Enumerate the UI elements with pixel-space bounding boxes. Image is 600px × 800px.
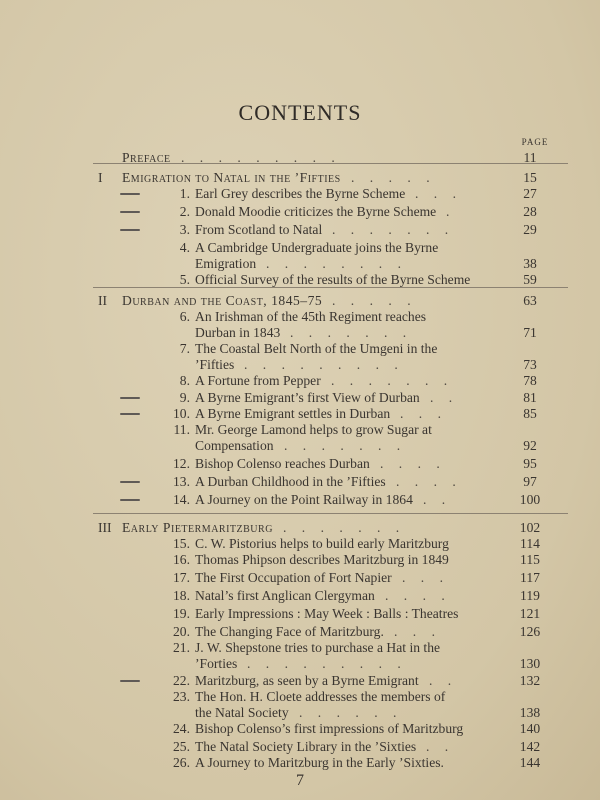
toc-entry <box>0 222 600 238</box>
entry-number: 15. <box>173 536 190 551</box>
toc-entry <box>0 438 600 454</box>
dot-leader: . . <box>429 673 458 688</box>
toc-entry <box>0 689 600 705</box>
page-reference: 138 <box>519 705 541 720</box>
page-reference: 28 <box>523 204 537 219</box>
dot-leader: . . . . . . . <box>331 373 454 388</box>
dot-leader: . . . . <box>380 456 446 471</box>
page-reference: 126 <box>519 624 541 639</box>
part-numeral: I <box>98 170 103 185</box>
page-reference: 81 <box>523 390 537 405</box>
section-rule <box>93 513 568 514</box>
entry-title: ’Fifties <box>195 357 235 372</box>
page-title: CONTENTS <box>238 100 362 125</box>
entry-title: The Changing Face of Maritzburg. <box>195 624 384 639</box>
toc-entry <box>0 325 600 341</box>
dot-leader: . . . . . . . . . <box>247 656 407 671</box>
entry-number: 21. <box>173 640 190 655</box>
page-number: 7 <box>296 772 304 789</box>
toc-entry <box>0 606 600 622</box>
dot-leader: . . . . . . . <box>290 325 413 340</box>
page-reference: 92 <box>523 438 537 453</box>
page-reference: 121 <box>519 606 541 621</box>
pencil-mark <box>120 229 140 231</box>
toc-entry <box>0 390 600 406</box>
entry-title: The First Occupation of Fort Napier <box>195 570 392 585</box>
section-title: Early Pietermaritzburg <box>122 520 273 535</box>
toc-entry <box>0 474 600 490</box>
page-reference: 140 <box>519 721 541 736</box>
entry-title: Bishop Colenso’s first impressions of Maritzburg <box>195 721 464 736</box>
entry-title: Thomas Phipson describes Maritzburg in 1849 <box>195 552 449 567</box>
toc-entry <box>0 204 600 220</box>
entry-number: 19. <box>173 606 190 621</box>
dot-leader: . . . <box>394 624 441 639</box>
toc-entry <box>0 520 600 536</box>
toc-entry <box>0 624 600 640</box>
entry-title: The Natal Society Library in the ’Sixties <box>195 739 417 754</box>
entry-number: 23. <box>173 689 190 704</box>
toc-entry <box>0 341 600 357</box>
toc-entry <box>0 422 600 438</box>
pencil-mark <box>120 499 140 501</box>
toc-entry <box>0 536 600 552</box>
entry-title: From Scotland to Natal <box>195 222 323 237</box>
entry-number: 5. <box>179 272 190 287</box>
entry-title: Natal’s first Anglican Clergyman <box>195 588 375 603</box>
page-reference: 100 <box>519 492 541 507</box>
page-reference: 114 <box>520 536 540 551</box>
dot-leader: . . . <box>415 186 462 201</box>
page-reference: 97 <box>523 474 537 489</box>
page-reference: 15 <box>523 170 537 185</box>
page-reference: 27 <box>523 186 537 201</box>
page-reference: 59 <box>523 272 537 287</box>
dot-leader: . . . . . <box>332 293 417 308</box>
dot-leader: . . . . <box>396 474 462 489</box>
dot-leader: . . . . . . . <box>283 520 406 535</box>
dot-leader: . . . . . . . <box>332 222 455 237</box>
dot-leader: . . . . . . . . . <box>244 357 404 372</box>
page-reference: 63 <box>523 293 537 308</box>
dot-leader: . . . . <box>385 588 451 603</box>
entry-number: 10. <box>173 406 190 421</box>
page-column-heading: PAGE <box>521 137 549 147</box>
page-reference: 102 <box>519 520 541 535</box>
toc-entry <box>0 673 600 689</box>
entry-title: Durban in 1843 <box>195 325 281 340</box>
entry-title: An Irishman of the 45th Regiment reaches <box>195 309 427 324</box>
page-reference: 38 <box>523 256 537 271</box>
page-reference: 115 <box>520 552 540 567</box>
toc-entry <box>0 186 600 202</box>
dot-leader: . . . . . <box>351 170 436 185</box>
entry-number: 6. <box>179 309 190 324</box>
entry-title: A Journey on the Point Railway in 1864 <box>195 492 413 507</box>
dot-leader: . . <box>423 492 452 507</box>
entry-number: 9. <box>179 390 190 405</box>
entry-title: J. W. Shepstone tries to purchase a Hat in the <box>195 640 441 655</box>
pencil-mark <box>120 211 140 213</box>
toc-entry <box>0 552 600 568</box>
entry-number: 7. <box>179 341 190 356</box>
toc-entry <box>0 570 600 586</box>
entry-title: Bishop Colenso reaches Durban <box>195 456 370 471</box>
toc-entry <box>0 492 600 508</box>
entry-title: Earl Grey describes the Byrne Scheme <box>195 186 406 201</box>
entry-number: 22. <box>173 673 190 688</box>
dot-leader: . . <box>426 739 455 754</box>
page-reference: 29 <box>523 222 537 237</box>
pencil-mark <box>120 680 140 682</box>
entry-number: 24. <box>173 721 190 736</box>
dot-leader: . . <box>430 390 459 405</box>
page-reference: 130 <box>519 656 541 671</box>
dot-leader: . . . . . . <box>299 705 403 720</box>
toc-entry <box>0 309 600 325</box>
pencil-mark <box>120 397 140 399</box>
toc-entry <box>0 240 600 256</box>
toc-entry <box>0 357 600 373</box>
entry-title: Mr. George Lamond helps to grow Sugar at <box>195 422 432 437</box>
entry-title: The Coastal Belt North of the Umgeni in the <box>195 341 438 356</box>
part-numeral: II <box>98 293 108 308</box>
page-reference: 71 <box>523 325 537 340</box>
toc-entry <box>0 705 600 721</box>
entry-number: 4. <box>179 240 190 255</box>
entry-number: 20. <box>173 624 190 639</box>
toc-entry <box>0 656 600 672</box>
page-reference: 73 <box>523 357 537 372</box>
entry-title: Maritzburg, as seen by a Byrne Emigrant <box>195 673 419 688</box>
section-title: Emigration to Natal in the ’Fifties <box>122 170 341 185</box>
toc-entry <box>0 588 600 604</box>
dot-leader: . . . . . . . <box>284 438 407 453</box>
entry-title: A Fortune from Pepper <box>195 373 321 388</box>
entry-title: Compensation <box>195 438 274 453</box>
entry-number: 3. <box>179 222 190 237</box>
entry-number: 1. <box>179 186 190 201</box>
entry-number: 11. <box>173 422 190 437</box>
entry-number: 14. <box>173 492 190 507</box>
toc-entry <box>0 272 600 288</box>
section-title: Durban and the Coast, 1845–75 <box>122 293 323 308</box>
toc-entry <box>0 406 600 422</box>
toc-entry <box>0 739 600 755</box>
entry-number: 16. <box>173 552 190 567</box>
entry-title: C. W. Pistorius helps to build early Maritzburg <box>195 536 449 551</box>
section-title: Preface <box>122 150 171 165</box>
page-reference: 11 <box>523 150 537 165</box>
toc-entry <box>0 293 600 309</box>
toc-entry <box>0 373 600 389</box>
pencil-mark <box>120 193 140 195</box>
entry-title: A Durban Childhood in the ’Fifties <box>195 474 386 489</box>
entry-number: 18. <box>173 588 190 603</box>
page-reference: 132 <box>519 673 541 688</box>
entry-number: 17. <box>173 570 190 585</box>
entry-title: Early Impressions : May Week : Balls : Theatres <box>195 606 459 621</box>
page-reference: 117 <box>520 570 540 585</box>
entry-title: Official Survey of the results of the Byrne Scheme <box>195 272 471 287</box>
toc-entry <box>0 150 600 166</box>
part-numeral: III <box>98 520 112 535</box>
page-reference: 119 <box>520 588 540 603</box>
entry-number: 2. <box>179 204 190 219</box>
pencil-mark <box>120 481 140 483</box>
page-reference: 78 <box>523 373 537 388</box>
page-reference: 144 <box>519 755 541 770</box>
entry-title: Emigration <box>195 256 257 271</box>
entry-title: Donald Moodie criticizes the Byrne Scheme <box>195 204 437 219</box>
pencil-mark <box>120 413 140 415</box>
entry-number: 13. <box>173 474 190 489</box>
toc-entry <box>0 170 600 186</box>
entry-title: A Journey to Maritzburg in the Early ’Sixties. <box>195 755 444 770</box>
entry-number: 26. <box>173 755 190 770</box>
toc-entry <box>0 755 600 771</box>
entry-number: 8. <box>179 373 190 388</box>
dot-leader: . <box>446 204 456 219</box>
page-reference: 142 <box>519 739 541 754</box>
entry-number: 12. <box>173 456 190 471</box>
toc-entry <box>0 456 600 472</box>
entry-number: 25. <box>173 739 190 754</box>
entry-title: the Natal Society <box>195 705 289 720</box>
dot-leader: . . . . . . . . <box>266 256 407 271</box>
toc-entry <box>0 640 600 656</box>
toc-entry <box>0 256 600 272</box>
page-reference: 85 <box>523 406 537 421</box>
toc-entry <box>0 721 600 737</box>
entry-title: A Byrne Emigrant settles in Durban <box>195 406 391 421</box>
page-reference: 95 <box>523 456 537 471</box>
entry-title: The Hon. H. Cloete addresses the members of <box>195 689 446 704</box>
dot-leader: . . . <box>400 406 447 421</box>
entry-title: ’Forties <box>195 656 238 671</box>
entry-title: A Cambridge Undergraduate joins the Byrne <box>195 240 439 255</box>
entry-title: A Byrne Emigrant’s first View of Durban <box>195 390 420 405</box>
dot-leader: . . . <box>402 570 449 585</box>
dot-leader: . . . . . . . . . <box>181 150 341 165</box>
